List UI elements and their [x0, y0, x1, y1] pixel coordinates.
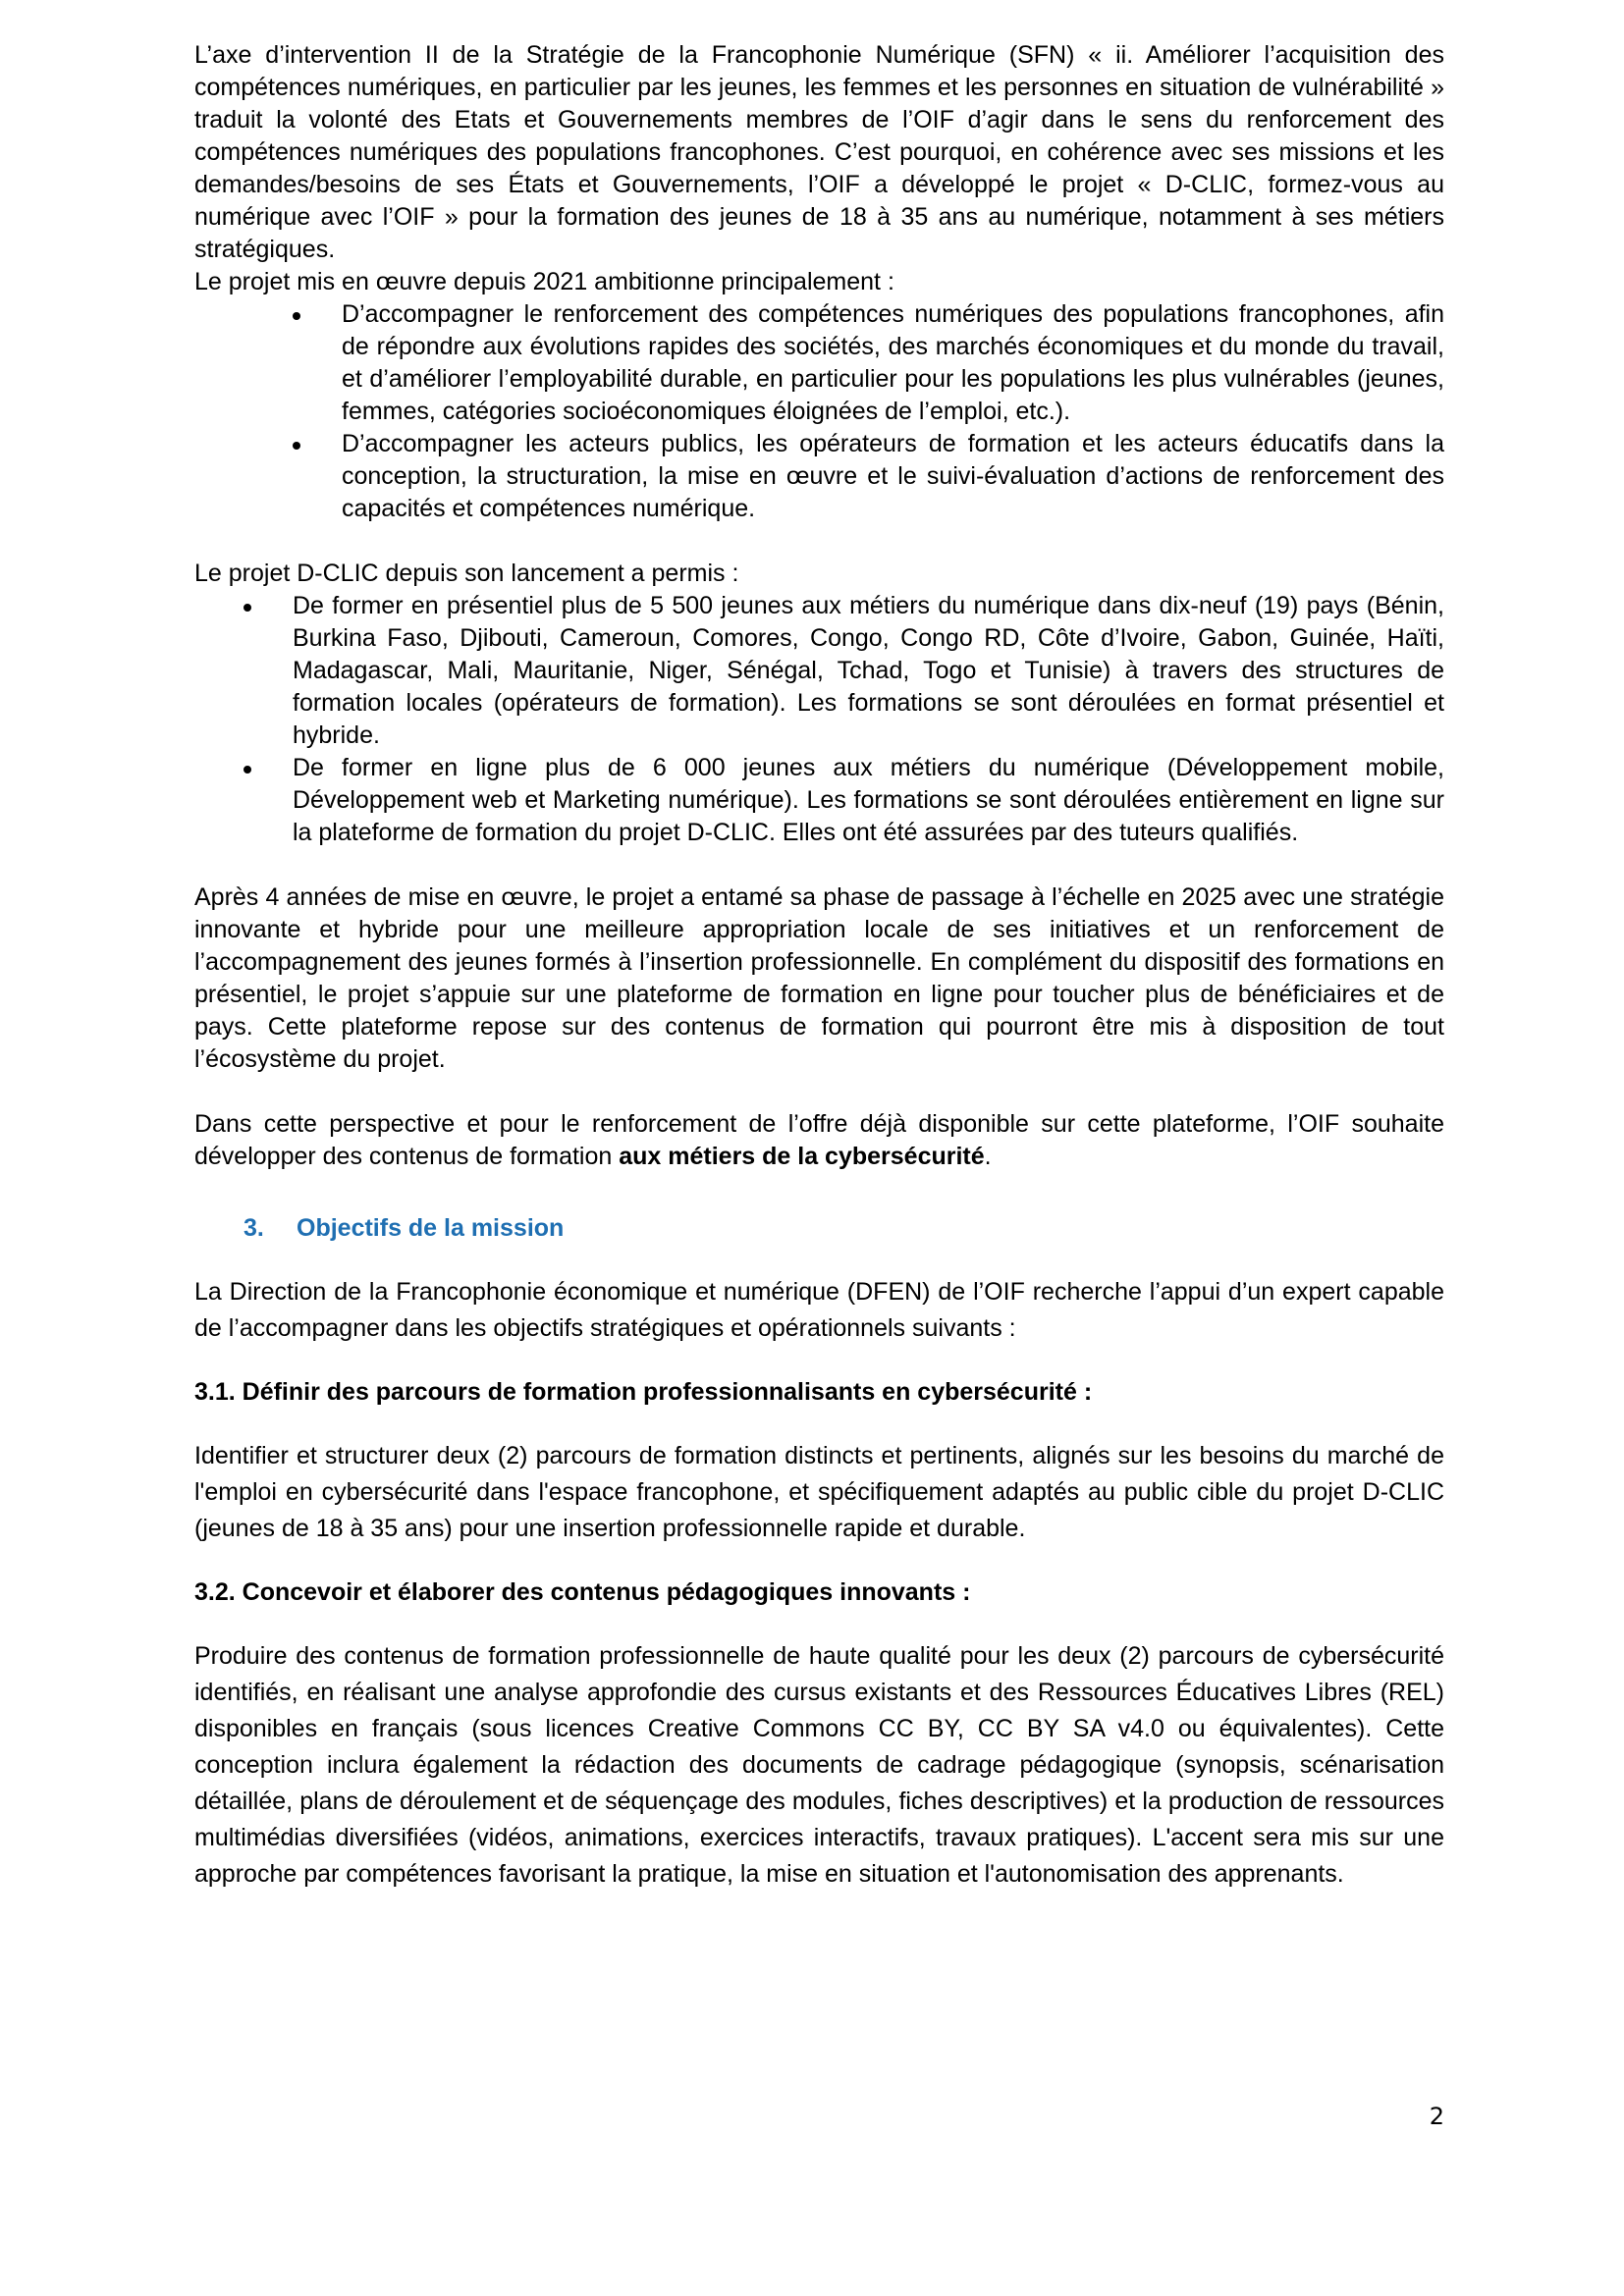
perspective-emphasis: aux métiers de la cybersécurité — [619, 1143, 985, 1170]
subsection-body-3-1: Identifier et structurer deux (2) parcours de formation distincts et pertinents, alignés sur les besoins du marché de l'emploi en cybersécurité dans l'espace francophone, et spécifiquement adaptés au public cible du projet D-CLIC (jeunes de 18 à 35 ans) pour une insertion professionnelle rapide et durable. — [194, 1442, 1444, 1542]
bullet-icon — [244, 766, 251, 774]
ambition-lead: Le projet mis en œuvre depuis 2021 ambitionne principalement : — [194, 268, 894, 295]
list-item-text: De former en ligne plus de 6 000 jeunes aux métiers du numérique (Développement mobile, Développement web et Marketing numérique). Les formations se sont déroulées entièrement en ligne sur la plateforme de formation du projet D-CLIC. Elles ont été assurées par des tuteurs qualifiés. — [293, 754, 1444, 846]
list-item — [293, 590, 1444, 752]
scale-paragraph: Après 4 années de mise en œuvre, le projet a entamé sa phase de passage à l’échelle en 2025 avec une stratégie innovante et hybride pour une meilleure appropriation locale de ses initiatives et un renforcement de l’accompagnement des jeunes formés à l’insertion professionnelle. En complément du dispositif des formations en présentiel, le projet s’appuie sur une plateforme de formation en ligne pour toucher plus de bénéficiaires et de pays. Cette plateforme repose sur des contenus de formation qui pourront être mis à disposition de tout l’écosystème du projet. — [194, 883, 1444, 1073]
section-heading — [244, 1212, 1444, 1245]
list-item — [342, 298, 1444, 428]
list-item — [342, 428, 1444, 525]
perspective-text: Dans cette perspective et pour le renforcement de l’offre déjà disponible sur cette plateforme, l’OIF souhaite développer des contenus de formation — [194, 1110, 1444, 1170]
results-lead: Le projet D-CLIC depuis son lancement a permis : — [194, 560, 739, 587]
results-list — [194, 590, 1444, 849]
bullet-icon — [293, 442, 300, 450]
page-number: 2 — [1429, 2103, 1444, 2130]
section-intro: La Direction de la Francophonie économique et numérique (DFEN) de l’OIF recherche l’appui d’un expert capable de l’accompagner dans les objectifs stratégiques et opérationnels suivants : — [194, 1278, 1444, 1342]
list-item-text: D’accompagner les acteurs publics, les opérateurs de formation et les acteurs éducatifs dans la conception, la structuration, la mise en œuvre et le suivi-évaluation d’actions de renforcement des capacités et compétences numérique. — [342, 430, 1444, 522]
subsection-heading-3-1: 3.1. Définir des parcours de formation professionnalisants en cybersécurité : — [194, 1378, 1093, 1406]
bullet-icon — [244, 604, 251, 612]
ambitions-list — [194, 298, 1444, 525]
list-item-text: De former en présentiel plus de 5 500 jeunes aux métiers du numérique dans dix-neuf (19) pays (Bénin, Burkina Faso, Djibouti, Cameroun, Comores, Congo, Congo RD, Côte d’Ivoire, Gabon, Guinée, Haïti, Madagascar, Mali, Mauritanie, Niger, Sénégal, Tchad, Togo et Tunisie) à travers des structures de formation locales (opérateurs de formation). Les formations se sont déroulées en format présentiel et hybride. — [293, 592, 1444, 749]
bullet-icon — [293, 312, 300, 320]
subsection-body-3-2: Produire des contenus de formation professionnelle de haute qualité pour les deux (2) parcours de cybersécurité identifiés, en réalisant une analyse approfondie des cursus existants et des Ressources Éducatives Libres (REL) disponibles en français (sous licences Creative Commons CC BY, CC BY SA v4.0 ou équivalentes). Cette conception inclura également la rédaction des documents de cadrage pédagogique (synopsis, scénarisation détaillée, plans de déroulement et de séquençage des modules, fiches descriptives) et la production de ressources multimédias diversifiées (vidéos, animations, exercices interactifs, travaux pratiques). L'accent sera mis sur une approche par compétences favorisant la pratique, la mise en situation et l'autonomisation des apprenants. — [194, 1642, 1444, 1888]
section-title: Objectifs de la mission — [297, 1214, 565, 1242]
perspective-paragraph — [194, 1108, 1444, 1173]
perspective-end: . — [984, 1143, 992, 1170]
section-number: 3. — [244, 1214, 264, 1242]
list-item-text: D’accompagner le renforcement des compétences numériques des populations francophones, afin de répondre aux évolutions rapides des sociétés, des marchés économiques et du monde du travail, et d’améliorer l’employabilité durable, en particulier pour les populations les plus vulnérables (jeunes, femmes, catégories socioéconomiques éloignées de l’emploi, etc.). — [342, 300, 1444, 425]
subsection-heading-3-2: 3.2. Concevoir et élaborer des contenus pédagogiques innovants : — [194, 1578, 971, 1606]
intro-paragraph: L’axe d’intervention II de la Stratégie de la Francophonie Numérique (SFN) « ii. Améliorer l’acquisition des compétences numériques, en particulier par les jeunes, les femmes et les personnes en situation de vulnérabilité » traduit la volonté des Etats et Gouvernements membres de l’OIF d’agir dans le sens du renforcement des compétences numériques des populations francophones. C’est pourquoi, en cohérence avec ses missions et les demandes/besoins de ses États et Gouvernements, l’OIF a développé le projet « D-CLIC, formez-vous au numérique avec l’OIF » pour la formation des jeunes de 18 à 35 ans au numérique, notamment à ses métiers stratégiques. — [194, 41, 1444, 263]
list-item — [293, 752, 1444, 849]
